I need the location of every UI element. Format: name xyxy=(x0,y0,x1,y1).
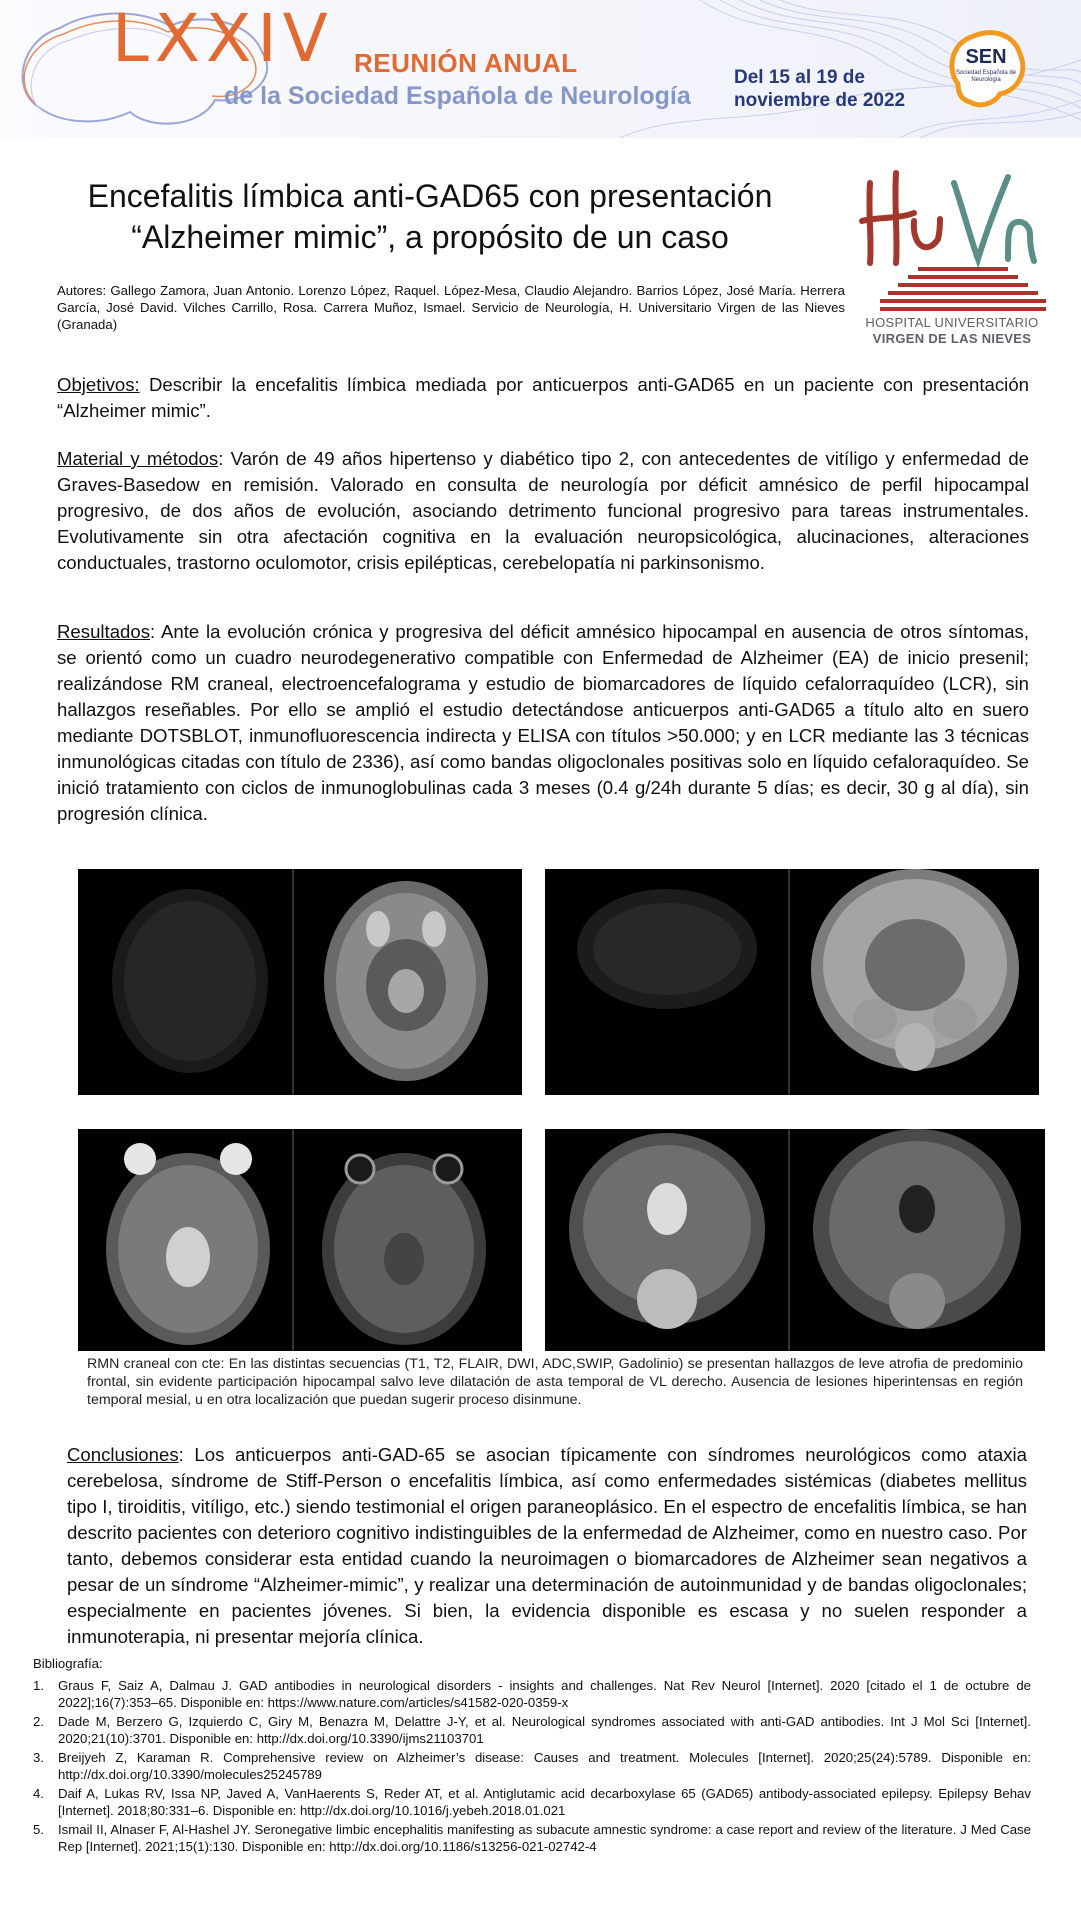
bibliography-list xyxy=(33,1677,1031,1857)
mri-coronal-t2-t1 xyxy=(545,1129,1045,1351)
mri-image xyxy=(545,869,1039,1095)
mri-image xyxy=(545,1129,1045,1351)
sen-logo xyxy=(944,24,1028,114)
event-dates-line1: Del 15 al 19 de xyxy=(734,67,865,88)
bibliography-item-text: Breijyeh Z, Karaman R. Comprehensive review on Alzheimer’s disease: Causes and treatment. Molecules [Internet]. 2020;25(24):5789. Disponible en: http://dx.doi.org/10.3390/molecules25245789 xyxy=(58,1750,1031,1782)
poster-title xyxy=(55,176,805,258)
header-banner xyxy=(0,0,1081,138)
bibliography-item xyxy=(33,1785,1031,1819)
organizer-name: de la Sociedad Española de Neurología xyxy=(224,82,691,110)
material-label: Material y métodos xyxy=(57,448,219,469)
edition-number: LXXIV xyxy=(112,0,334,77)
conclusiones-text: : Los anticuerpos anti-GAD-65 se asocian típicamente con síndromes neurológicos como ataxia cerebelosa, síndrome de Stiff-Person o encefalitis límbica, así como enfermedades sistémicas (diabetes mellitus tipo I, tiroiditis, vitíligo, etc.) siendo testimonial el origen paraneoplásico. En el espectro de encefalitis límbica, se han descrito pacientes con deterioro cognitivo indistinguibles de la enfermedad de Alzheimer, como en nuestro caso. Por tanto, debemos considerar esta entidad cuando la neuroimagen o biomarcadores de Alzheimer sean negativos a pesar de un síndrome “Alzheimer-mimic”, y realizar una determinación de autoinmunidad y de bandas oligoclonales; especialmente en pacientes jóvenes. Si bien, la evidencia disponible es escasa y no suelen responder a inmunoterapia, ni presentar mejoría clínica. xyxy=(67,1444,1027,1647)
material-text: : Varón de 49 años hipertenso y diabético tipo 2, con antecedentes de vitíligo y enfermedad de Graves-Basedow en remisión. Valorado en consulta de neurología por déficit amnésico de perfil hipocampal progresivo, de dos años de evolución, asociando detrimento funcional progresivo para tareas instrumentales. Evolutivamente sin otra afectación cognitiva en la evaluación neuropsicológica, alucinaciones, alteraciones conductuales, trastorno oculomotor, crisis epilépticas, cerebelopatía ni parkinsonismo. xyxy=(57,448,1030,573)
conclusiones-paragraph xyxy=(67,1442,1027,1650)
bibliography-item-text: Daif A, Lukas RV, Issa NP, Javed A, VanHaerents S, Reder AT, et al. Antiglutamic acid decarboxylase 65 (GAD65) antibody-associated epilepsy. Epilepsy Behav [Internet]. 2018;80:331–6. Disponible en: http://dx.doi.org/10.1016/j.yebeh.2018.01.021 xyxy=(58,1786,1031,1818)
figure-caption: RMN craneal con cte: En las distintas secuencias (T1, T2, FLAIR, DWI, ADC,SWIP, Gadolinio) se presentan hallazgos de leve atrofia de predominio frontal, sin evidente participación hipocampal salvo leve dilatación de asta temporal de VL derecho. Ausencia de lesiones hiperintensas en región temporal mesial, u en otra localización que puedan sugerir proceso disinmune. xyxy=(87,1356,1023,1408)
hospital-logo xyxy=(858,163,1058,351)
mri-axial-dwi-flair xyxy=(78,869,522,1095)
poster-title-line1: Encefalitis límbica anti-GAD65 con presentación xyxy=(87,178,773,214)
bibliography-item xyxy=(33,1821,1031,1855)
bibliography-item-text: Dade M, Berzero G, Izquierdo C, Giry M, Benazra M, Delattre J-Y, et al. Neurological syndromes associated with anti-GAD antibodies. Int J Mol Sci [Internet]. 2020;21(10):3701. Disponible en: http://dx.doi.org/10.3390/ijms21103701 xyxy=(58,1714,1031,1746)
objetivos-text: Describir la encefalitis límbica mediada por anticuerpos anti-GAD65 en un paciente con presentación “Alzheimer mimic”. xyxy=(57,374,1029,421)
mri-coronal-dwi-flair xyxy=(545,869,1039,1095)
mri-axial-t2-t1 xyxy=(78,1129,522,1351)
material-paragraph xyxy=(57,446,1029,576)
bibliography-title: Bibliografía: xyxy=(33,1656,103,1671)
bibliography-item-number: 3. xyxy=(33,1750,44,1765)
objetivos-paragraph xyxy=(57,372,1029,424)
bibliography-item-text: Ismail II, Alnaser F, Al-Hashel JY. Seronegative limbic encephalitis manifesting as subacute amnestic syndrome: a case report and review of the literature. J Med Case Rep [Internet]. 2021;15(1):130. Disponible en: http://dx.doi.org/10.1186/s13256-021-02742-4 xyxy=(58,1822,1031,1854)
bibliography-item xyxy=(33,1677,1031,1711)
bibliography-item xyxy=(33,1749,1031,1783)
sen-logo-shape xyxy=(944,24,1028,114)
hospital-logo-line1: HOSPITAL UNIVERSITARIO xyxy=(865,315,1039,330)
bibliography-item-number: 2. xyxy=(33,1714,44,1729)
bibliography-item-number: 4. xyxy=(33,1786,44,1801)
mri-image xyxy=(78,1129,522,1351)
bibliography-item xyxy=(33,1713,1031,1747)
huvn-logo-mark xyxy=(858,163,1046,313)
bibliography-item-number: 1. xyxy=(33,1678,44,1693)
event-title: REUNIÓN ANUAL xyxy=(354,48,578,78)
hospital-logo-line2: VIRGEN DE LAS NIEVES xyxy=(872,331,1032,346)
poster-title-line2: “Alzheimer mimic”, a propósito de un caso xyxy=(131,219,729,255)
authors-affiliation: Autores: Gallego Zamora, Juan Antonio. Lorenzo López, Raquel. López-Mesa, Claudio Alejandro. Barrios López, José María. Herrera García, José David. Vilches Carrillo, Rosa. Carrera Muñoz, Ismael. Servicio de Neurología, H. Universitario Virgen de las Nieves (Granada) xyxy=(57,283,845,332)
objetivos-label: Objetivos: xyxy=(57,374,140,395)
sen-logo-subtext: Sociedad Española de Neurología xyxy=(955,70,1017,83)
bibliography-item-text: Graus F, Saiz A, Dalmau J. GAD antibodies in neurological disorders - insights and challenges. Nat Rev Neurol [Internet]. 2020 [citado el 1 de octubre de 2022];16(7):353–65. Disponible en: https://www.nature.com/articles/s41582-020-0359-x xyxy=(58,1678,1031,1710)
event-dates-line2: noviembre de 2022 xyxy=(734,90,906,111)
resultados-label: Resultados xyxy=(57,621,151,642)
sen-logo-text: SEN xyxy=(965,46,1007,68)
resultados-paragraph xyxy=(57,619,1029,827)
conclusiones-label: Conclusiones xyxy=(67,1444,179,1465)
mri-image xyxy=(78,869,522,1095)
event-dates xyxy=(734,66,905,112)
bibliography-item-number: 5. xyxy=(33,1822,44,1837)
resultados-text: : Ante la evolución crónica y progresiva del déficit amnésico hipocampal en ausencia de otros síntomas, se orientó como un cuadro neurodegenerativo compatible con Enfermedad de Alzheimer (EA) de inicio presenil; realizándose RM craneal, electroencefalograma y estudio de biomarcadores de líquido cefalorraquídeo (LCR), sin hallazgos reseñables. Por ello se amplió el estudio detectándose anticuerpos anti-GAD65 a título alto en suero mediante DOTSBLOT, inmunofluorescencia indirecta y ELISA con títulos >50.000; y en LCR mediante las 3 técnicas inmunológicas citadas con título de 2336), así como bandas oligoclonales positivas solo en líquido cefaloraquídeo. Se inició tratamiento con ciclos de inmunoglobulinas cada 3 meses (0.4 g/24h durante 5 días; es decir, 30 g al día), sin progresión clínica. xyxy=(57,621,1029,824)
